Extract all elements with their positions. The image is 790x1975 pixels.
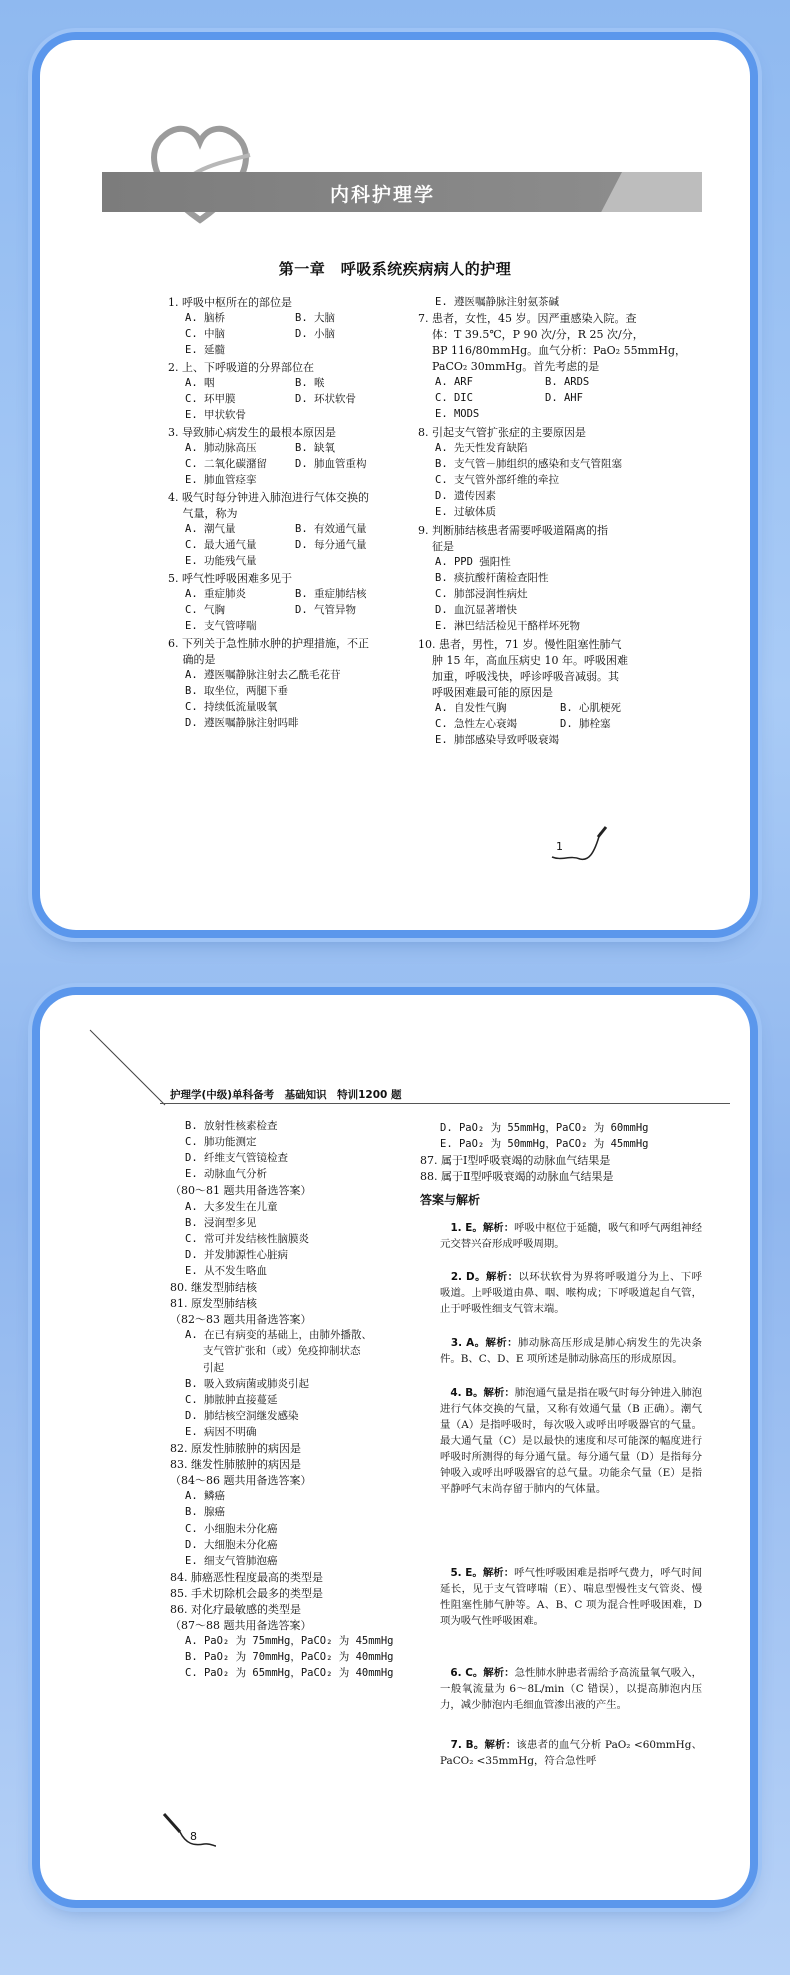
question-text: 10. 患者，男性，71 岁。慢性阻塞性肺气 (418, 638, 622, 651)
option: C. PaO₂ 为 65mmHg，PaCO₂ 为 40mmHg (185, 1667, 394, 1680)
question-text: 87. 属于Ⅰ型呼吸衰竭的动脉血气结果是 (420, 1154, 611, 1167)
option: D. 小脑 (295, 328, 335, 340)
question-text: 8. 引起支气管扩张症的主要原因是 (418, 426, 586, 439)
option: E. MODS (435, 408, 480, 420)
running-header: 护理学(中级)单科备考 基础知识 特训1200 题 (170, 1089, 402, 1101)
chapter-title: 第一章 呼吸系统疾病病人的护理 (278, 260, 512, 278)
option: E. 细支气管肺泡癌 (185, 1554, 278, 1567)
question-text: 加重，呼吸浅快，呼诊呼吸音减弱。其 (432, 670, 619, 683)
option: C. 持续低流量吸氧 (185, 701, 278, 713)
header-rule (160, 1103, 730, 1104)
option: 引起 (203, 1361, 224, 1374)
option: A. 先天性发育缺陷 (435, 442, 528, 454)
option: D. 肺结核空洞继发感染 (185, 1409, 299, 1422)
page-number: 8 (190, 1830, 197, 1843)
answer-key: 6. C。解析： (450, 1667, 515, 1679)
option: A. 潮气量 (185, 523, 236, 535)
option: C. DIC (435, 392, 473, 404)
answer-explanation: 急性肺水肿患者需给予高流量氧气吸入，一般氧流量为 6～8L/min（C 错误），以提高肺泡内压力，减少肺泡内毛细血管渗出液的产生。 (440, 1667, 703, 1711)
question-text: 6. 下列关于急性肺水肿的护理措施，不正 (168, 637, 369, 650)
question-text: 85. 手术切除机会最多的类型是 (170, 1586, 323, 1600)
answer-explanation: 以环状软骨为界将呼吸道分为上、下呼吸道。上呼吸道由鼻、咽、喉构成；下呼吸道起自气管，止于呼吸性细支气管末端。 (440, 1271, 703, 1315)
option: E. PaO₂ 为 50mmHg，PaCO₂ 为 45mmHg (440, 1138, 649, 1150)
option: 支气管扩张和（或）免疫抑制状态 (203, 1345, 361, 1358)
page-two-card (40, 995, 750, 1900)
nurse-heart-logo (140, 110, 270, 230)
question-text: （82～83 题共用备选答案） (170, 1313, 312, 1327)
question-text: 86. 对化疗最敏感的类型是 (170, 1603, 301, 1616)
answer-explanation: 呼吸中枢位于延髓，吸气和呼气两组神经元交替兴奋形成呼吸周期。 (440, 1222, 702, 1250)
option: B. 吸入致病菌或肺炎引起 (185, 1377, 309, 1390)
question-text: 3. 导致肺心病发生的最根本原因是 (168, 426, 336, 439)
option: B. 支气管－肺组织的感染和支气管阻塞 (435, 458, 622, 470)
answer-paragraph (440, 1665, 702, 1713)
option: D. 遵医嘱静脉注射吗啡 (185, 717, 299, 729)
answer-paragraph (440, 1220, 702, 1252)
question-text: 4. 吸气时每分钟进入肺泡进行气体交换的 (168, 491, 369, 504)
option: D. 气管异物 (295, 604, 356, 616)
option: E. 淋巴结活检见干酪样坏死物 (435, 620, 580, 632)
answer-paragraph (440, 1385, 702, 1497)
option: E. 动脉血气分析 (185, 1168, 267, 1181)
question-text: 81. 原发型肺结核 (170, 1297, 257, 1311)
option: B. PaO₂ 为 70mmHg，PaCO₂ 为 40mmHg (185, 1651, 394, 1664)
option: A. 咽 (185, 377, 215, 389)
option: C. 气胸 (185, 604, 225, 616)
option: A. 重症肺炎 (185, 588, 246, 600)
answer-key: 2. D。解析： (450, 1271, 519, 1283)
option: D. PaO₂ 为 55mmHg，PaCO₂ 为 60mmHg (440, 1122, 649, 1134)
option: D. 纤维支气管镜检查 (185, 1152, 288, 1165)
option: E. 甲状软骨 (185, 409, 246, 421)
answer-explanation: 肺泡通气量是指在吸气时每分钟进入肺泡进行气体交换的气量，又称有效通气量（B 正确）。潮气量（A）是指呼吸时，每次吸入或呼出呼吸器官的气量。最大通气量（C）是以最快的速度和尽可能深的幅度进行呼吸时所测得的每分通气量。每分通气量（D）是指每分钟吸入或呼出呼吸器官的总气量。功能余气量（E）是指平静呼气末尚存留于肺内的气体量。 (440, 1387, 703, 1495)
answer-explanation: 该患者的血气分析 PaO₂ <60mmHg、PaCO₂ <35mmHg，符合急性呼 (440, 1739, 702, 1767)
option: D. 肺栓塞 (560, 718, 611, 730)
answer-paragraph (440, 1335, 702, 1367)
option: C. 肺功能测定 (185, 1136, 257, 1149)
answer-key: 1. E。解析： (450, 1222, 515, 1234)
pen-decoration-icon (550, 825, 610, 865)
diagonal-decoration (40, 995, 180, 1115)
option: B. 取坐位，两腿下垂 (185, 685, 288, 697)
answer-paragraph (440, 1269, 702, 1317)
question-text: 7. 患者，女性，45 岁。因严重感染入院。查 (418, 312, 637, 325)
option: B. 有效通气量 (295, 523, 367, 535)
question-text: （80～81 题共用备选答案） (170, 1184, 312, 1198)
option: C. 最大通气量 (185, 539, 257, 551)
option: C. 小细胞未分化癌 (185, 1522, 278, 1535)
question-text: 83. 继发性肺脓肿的病因是 (170, 1458, 301, 1472)
option: A. 脑桥 (185, 312, 225, 324)
option: B. 大脑 (295, 312, 335, 324)
option: C. 支气管外部纤维的牵拉 (435, 474, 559, 486)
option: B. 重症肺结核 (295, 588, 367, 600)
option: E. 遵医嘱静脉注射氨茶碱 (435, 296, 559, 308)
option: A. 遵医嘱静脉注射去乙酰毛花苷 (185, 669, 341, 681)
pen-decoration-icon (158, 1810, 218, 1850)
option: C. 二氧化碳潴留 (185, 458, 267, 470)
option: E. 肺血管痉挛 (185, 474, 257, 486)
option: C. 急性左心衰竭 (435, 718, 517, 730)
option: D. 肺血管重构 (295, 458, 367, 470)
option: B. ARDS (545, 376, 590, 388)
option: E. 过敏体质 (435, 506, 496, 518)
question-text: 9. 判断肺结核患者需要呼吸道隔离的指 (418, 524, 608, 537)
answer-explanation: 肺动脉高压形成是肺心病发生的先决条件。B、C、D、E 项所述是肺动脉高压的形成原因。 (440, 1337, 703, 1365)
question-text: 80. 继发型肺结核 (170, 1281, 257, 1294)
option: A. 在已有病变的基础上，由肺外播散、 (185, 1329, 372, 1342)
banner-title: 内科护理学 (330, 184, 436, 206)
option: E. 从不发生咯血 (185, 1264, 267, 1277)
question-text: PaCO₂ 30mmHg。首先考虑的是 (432, 360, 600, 373)
answer-key: 7. B。解析： (450, 1739, 517, 1751)
option: D. AHF (545, 392, 583, 404)
answer-paragraph (440, 1565, 702, 1629)
question-text: 征是 (432, 540, 454, 553)
option: C. 常可并发结核性脑膜炎 (185, 1232, 309, 1245)
question-text: 1. 呼吸中枢所在的部位是 (168, 296, 292, 309)
option: B. 缺氧 (295, 442, 335, 454)
question-text: 82. 原发性肺脓肿的病因是 (170, 1442, 301, 1455)
question-text: 体：T 39.5℃，P 90 次/分，R 25 次/分， (432, 328, 644, 341)
option: E. 病因不明确 (185, 1425, 257, 1438)
option: E. 肺部感染导致呼吸衰竭 (435, 734, 559, 746)
option: A. ARF (435, 376, 473, 388)
option: A. 大多发生在儿童 (185, 1200, 278, 1213)
answer-key: 3. A。解析： (450, 1337, 519, 1349)
question-text: 确的是 (168, 653, 216, 666)
question-text: BP 116/80mmHg。血气分析：PaO₂ 55mmHg， (432, 344, 687, 357)
option: E. 支气管哮喘 (185, 620, 257, 632)
question-text: 气量，称为 (168, 507, 238, 520)
option: B. 痰抗酸杆菌检查阳性 (435, 572, 549, 584)
option: D. 环状软骨 (295, 393, 356, 405)
answer-key: 4. B。解析： (450, 1387, 515, 1399)
option: A. 自发性气胸 (435, 702, 507, 714)
option: C. 中脑 (185, 328, 225, 340)
answer-paragraph (440, 1737, 702, 1769)
option: C. 肺部浸润性病灶 (435, 588, 528, 600)
option: D. 并发肺源性心脏病 (185, 1248, 288, 1261)
option: B. 放射性核素检查 (185, 1120, 278, 1132)
page-one-card (40, 40, 750, 930)
option: D. 大细胞未分化癌 (185, 1538, 278, 1551)
question-text: 肿 15 年，高血压病史 10 年。呼吸困难 (432, 654, 628, 667)
question-text: （84～86 题共用备选答案） (170, 1474, 312, 1488)
option: D. 每分通气量 (295, 539, 367, 551)
option: D. 血沉显著增快 (435, 604, 517, 616)
option: B. 心肌梗死 (560, 702, 621, 714)
option: A. 肺动脉高压 (185, 442, 257, 454)
question-text: 88. 属于Ⅱ型呼吸衰竭的动脉血气结果是 (420, 1170, 614, 1183)
answer-key: 5. E。解析： (450, 1567, 515, 1579)
option: D. 遗传因素 (435, 490, 496, 502)
option: E. 功能残气量 (185, 555, 257, 567)
answer-explanation: 呼气性呼吸困难是指呼气费力，呼气时间延长，见于支气管哮喘（E）、喘息型慢性支气管炎、慢性阻塞性肺气肿等。A、B、C 项为混合性呼吸困难，D 项为吸气性呼吸困难。 (440, 1567, 702, 1627)
question-text: 呼吸困难最可能的原因是 (432, 686, 553, 699)
option: B. 浸润型多见 (185, 1216, 257, 1229)
option: A. PaO₂ 为 75mmHg，PaCO₂ 为 45mmHg (185, 1635, 394, 1648)
option: A. PPD 强阳性 (435, 556, 511, 568)
option: A. 鳞癌 (185, 1490, 225, 1503)
option: C. 环甲膜 (185, 393, 236, 405)
option: E. 延髓 (185, 344, 225, 356)
option: C. 肺脓肿直接蔓延 (185, 1393, 278, 1406)
option: B. 喉 (295, 377, 325, 389)
page-number: 1 (556, 840, 563, 853)
question-text: 84. 肺癌恶性程度最高的类型是 (170, 1570, 323, 1584)
question-text: 5. 呼气性呼吸困难多见于 (168, 572, 292, 585)
question-text: 2. 上、下呼吸道的分界部位在 (168, 361, 314, 374)
option: B. 腺癌 (185, 1506, 225, 1519)
question-text: （87～88 题共用备选答案） (170, 1619, 312, 1633)
answers-section-title: 答案与解析 (420, 1193, 481, 1207)
